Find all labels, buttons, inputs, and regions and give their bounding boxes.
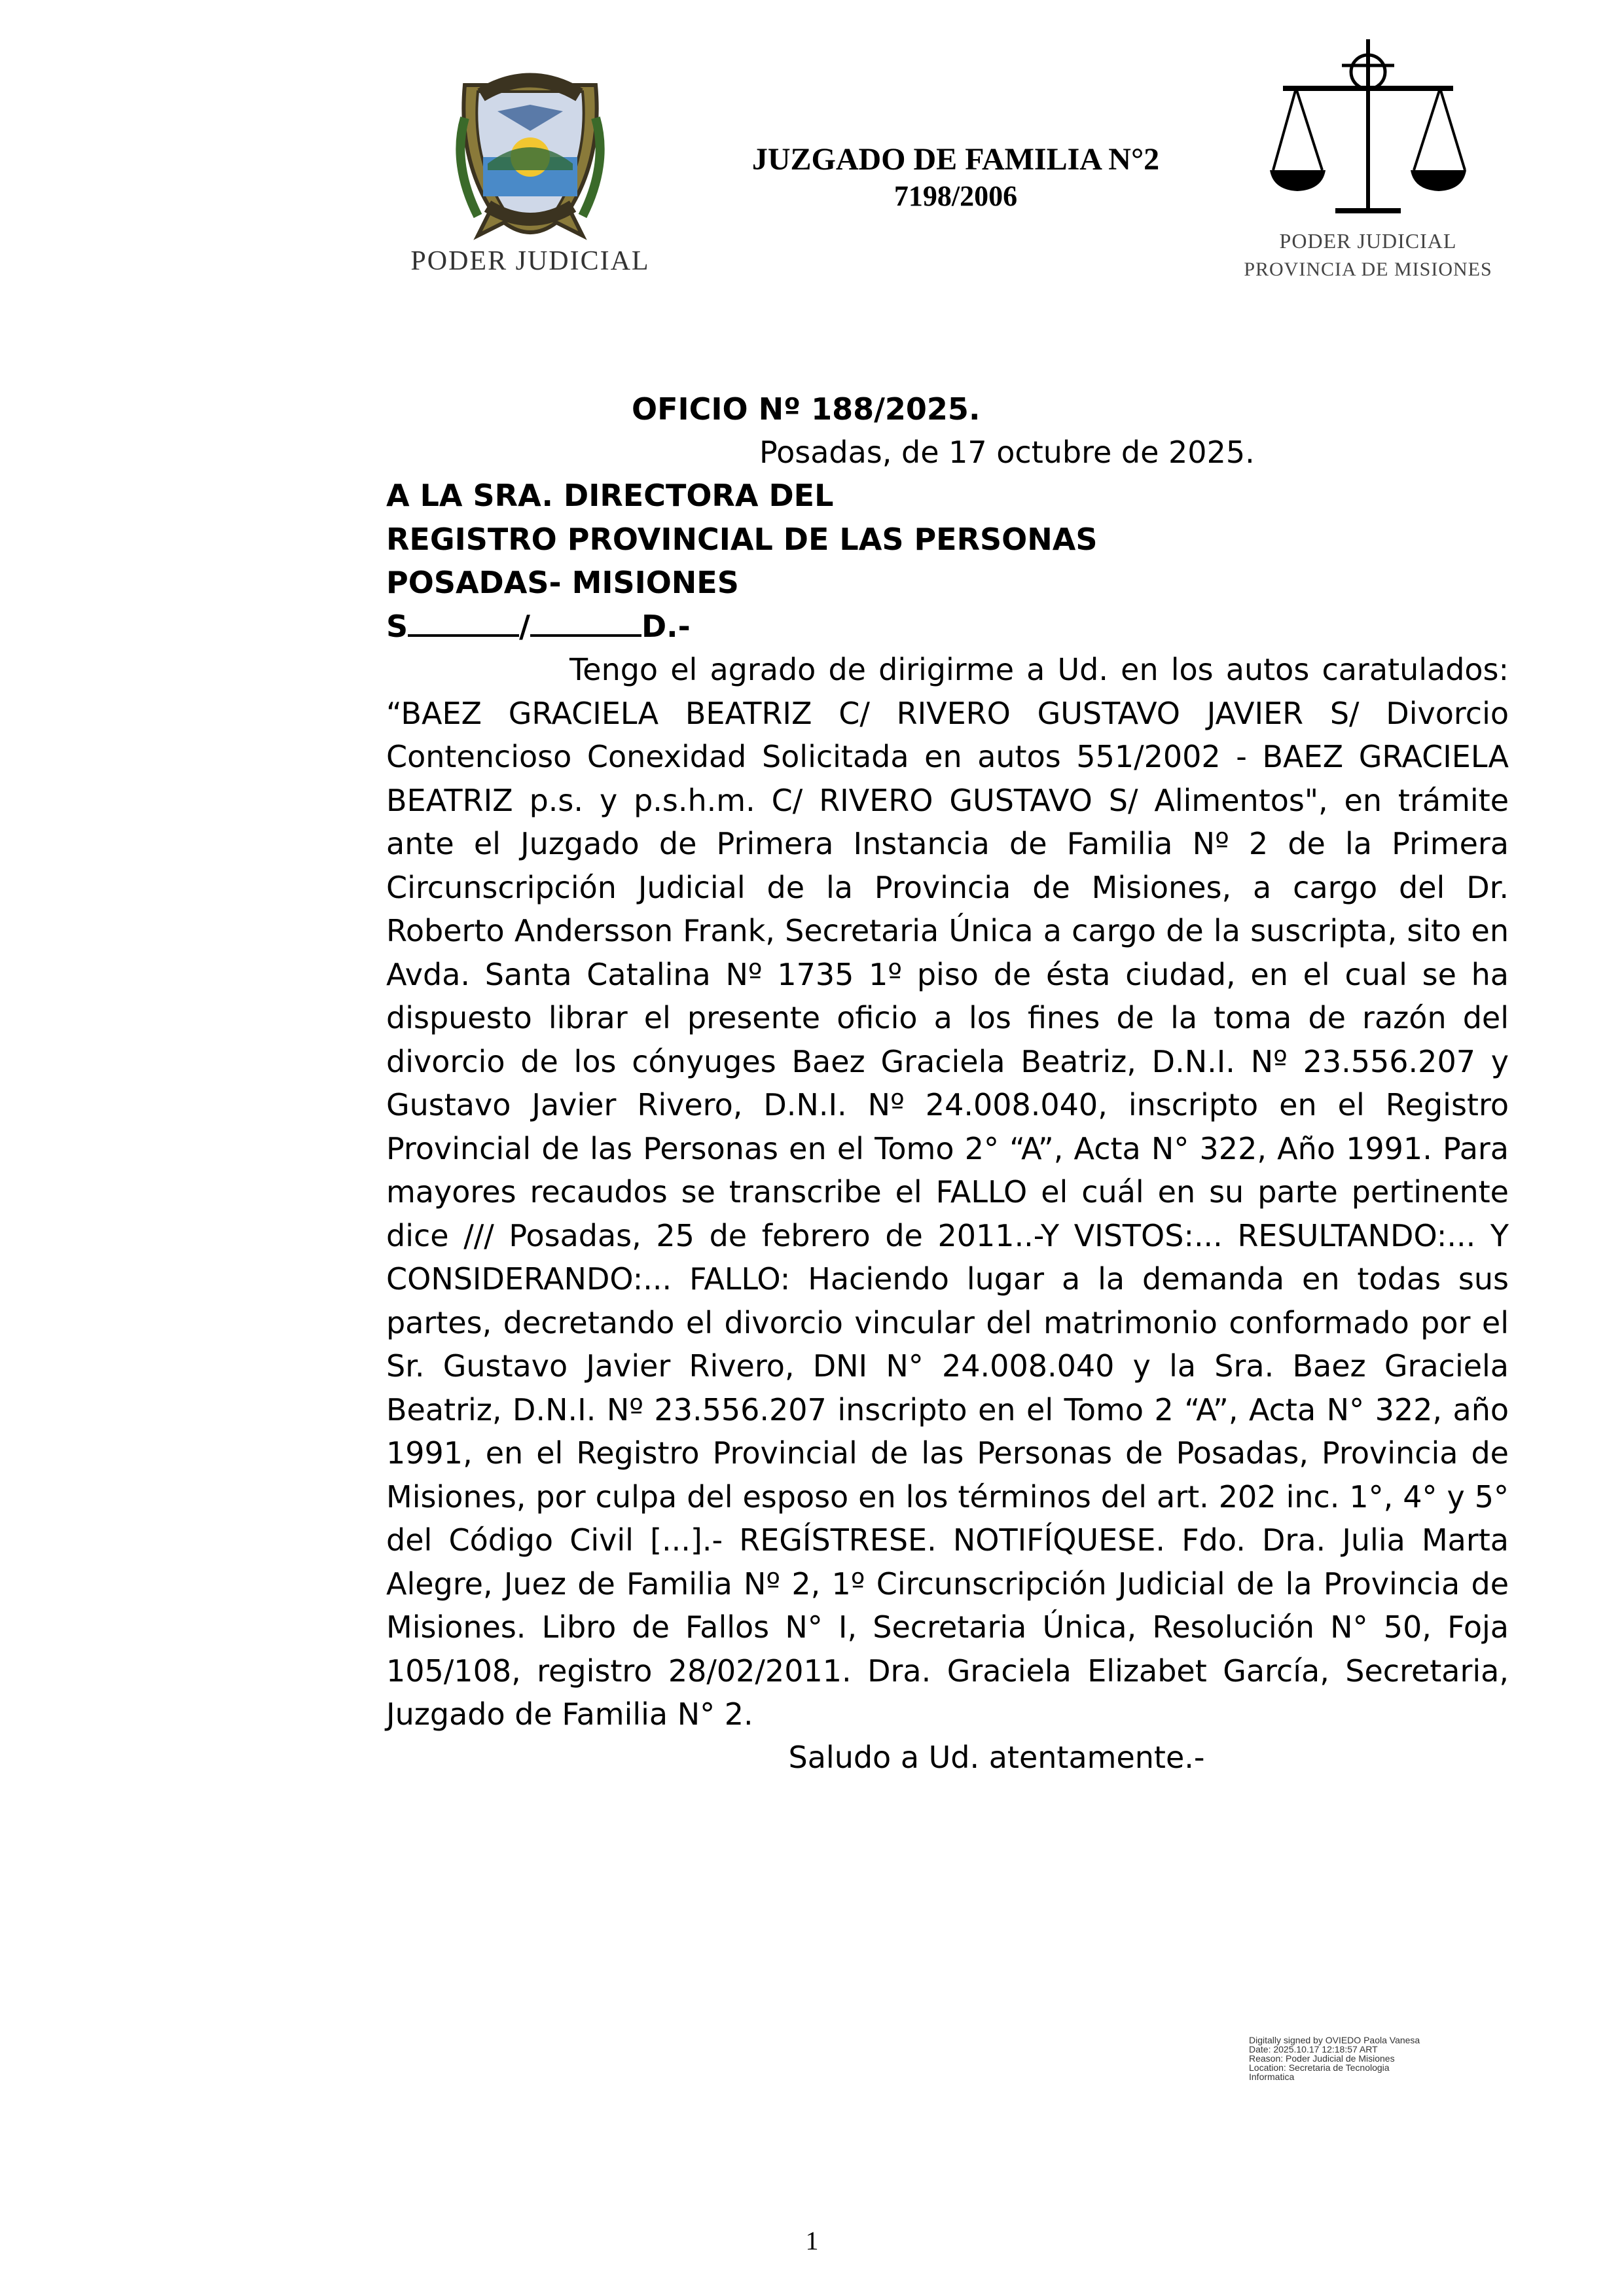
salutation-s: S (386, 609, 408, 644)
oficio-title: OFICIO Nº 188/2025. (632, 391, 981, 427)
addressee-block (386, 474, 1097, 605)
signature-reason: Reason: Poder Judicial de Misiones (1249, 2053, 1395, 2064)
salutation-slash: / (519, 609, 530, 644)
header-left-logo (393, 39, 668, 288)
oficio-date: Posadas, de 17 octubre de 2025. (759, 435, 1255, 470)
right-logo-label-2: PROVINCIA DE MISIONES (1244, 259, 1492, 280)
oficio-closing: Saludo a Ud. atentamente.- (788, 1740, 1205, 1775)
signature-location-cont: Informatica (1249, 2072, 1295, 2082)
case-number: 7198/2006 (893, 180, 1018, 212)
addressee-line: POSADAS- MISIONES (386, 565, 739, 600)
right-logo-label-1: PODER JUDICIAL (1279, 229, 1457, 253)
court-header (681, 141, 1231, 214)
salutation-sd (386, 605, 691, 649)
addressee-line: REGISTRO PROVINCIAL DE LAS PERSONAS (386, 521, 1098, 557)
provincia-seal-icon (452, 59, 609, 249)
addressee-line: A LA SRA. DIRECTORA DEL (386, 478, 834, 513)
signature-location: Location: Secretaria de Tecnologia (1249, 2062, 1390, 2073)
signature-date: Date: 2025.10.17 12:18:57 ART (1249, 2044, 1378, 2054)
scales-of-justice-icon (1270, 39, 1466, 223)
salutation-d: D.- (641, 609, 691, 644)
left-logo-label: PODER JUDICIAL (410, 246, 650, 276)
page-number: 1 (805, 2226, 819, 2255)
salutation-blank (530, 605, 641, 637)
salutation-blank (408, 605, 519, 637)
signature-signed-by: Digitally signed by OVIEDO Paola Vanesa (1249, 2035, 1420, 2045)
header-right-logo (1231, 39, 1506, 288)
court-name: JUZGADO DE FAMILIA N°2 (751, 142, 1160, 177)
digital-signature (1249, 2036, 1485, 2081)
oficio-body: Tengo el agrado de dirigirme a Ud. en los autos caratulados: “BAEZ GRACIELA BEATRIZ C/ RIVERO GUSTAVO JAVIER S/ Divorcio Contencioso Conexidad Solicitada en autos 551/2002 - BAEZ GRACIELA BEATRIZ p.s. y p.s.h.m. C/ RIVERO GUSTAVO S/ Alimentos", en trámite ante el Juzgado de Primera Instancia de Familia Nº 2 de la Primera Circunscripción Judicial de la Provincia de Misiones, a cargo del Dr. Roberto Andersson Frank, Secretaria Única a cargo de la suscripta, sito en Avda. Santa Catalina Nº 1735 1º piso de ésta ciudad, en el cual se ha dispuesto librar el presente oficio a los fines de la toma de razón del divorcio de los cónyuges Baez Graciela Beatriz, D.N.I. Nº 23.556.207 y Gustavo Javier Rivero, D.N.I. Nº 24.008.040, inscripto en el Registro Provincial de las Personas en el Tomo 2° “A”, Acta N° 322, Año 1991. Para mayores recaudos se transcribe el FALLO el cuál en su parte pertinente dice /// Posadas, 25 de febrero de 2011..-Y VISTOS:... RESULTANDO:... Y CONSIDERANDO:... FALLO: Haciendo lugar a la demanda en todas sus partes, decretando el divorcio vincular del matrimonio conformado por el Sr. Gustavo Javier Rivero, DNI N° 24.008.040 y la Sra. Baez Graciela Beatriz, D.N.I. Nº 23.556.207 inscripto en el Tomo 2 “A”, Acta N° 322, año 1991, en el Registro Provincial de las Personas de Posadas, Provincia de Misiones, por culpa del esposo en los términos del art. 202 inc. 1°, 4° y 5° del Código Civil [...].- REGÍSTRESE. NOTIFÍQUESE. Fdo. Dra. Julia Marta Alegre, Juez de Familia Nº 2, 1º Circunscripción Judicial de la Provincia de Misiones. Libro de Fallos N° I, Secretaria Única, Resolución N° 50, Foja 105/108, registro 28/02/2011. Dra. Graciela Elizabet García, Secretaria, Juzgado de Familia N° 2. (386, 652, 1509, 1732)
